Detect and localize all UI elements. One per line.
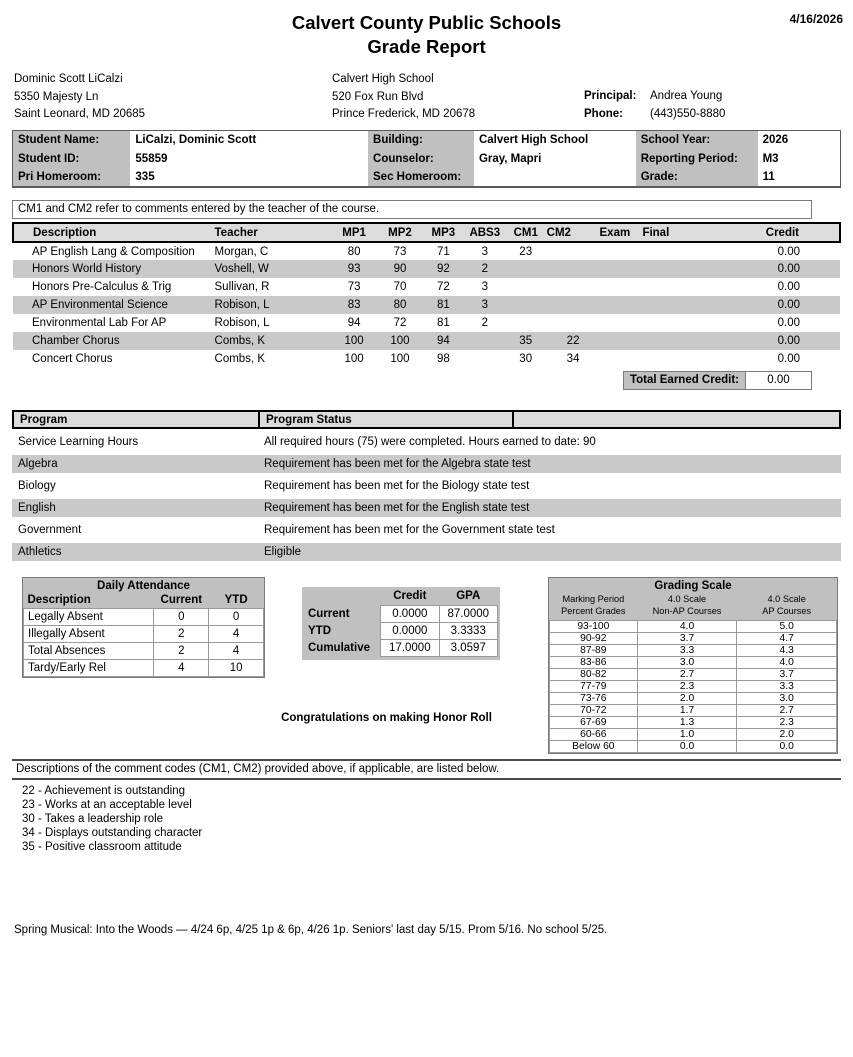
gpa-row-label: Cumulative <box>308 642 370 655</box>
course-teacher: Combs, K <box>201 332 331 350</box>
course-cm2 <box>547 242 600 260</box>
program-name: English <box>12 499 258 517</box>
course-final <box>642 350 739 368</box>
non-ap-value: 2.7 <box>637 669 737 681</box>
course-grades-table <box>12 222 841 368</box>
ap-value: 5.0 <box>737 621 837 633</box>
col-program-blank <box>512 410 841 429</box>
course-description: Environmental Lab For AP <box>32 317 167 330</box>
course-final <box>642 332 739 350</box>
col-cm2: CM2 <box>547 223 600 242</box>
course-exam <box>600 350 643 368</box>
course-cm1: 30 <box>519 353 533 366</box>
total-earned-credit-label: Total Earned Credit: <box>623 371 746 390</box>
student-address-line1: 5350 Majesty Ln <box>14 90 99 103</box>
course-mp3: 98 <box>436 353 450 366</box>
course-teacher: Combs, K <box>214 353 266 366</box>
course-cm2 <box>547 260 600 278</box>
grade-range: 83-86 <box>550 657 638 669</box>
course-final <box>642 278 739 296</box>
attendance-row <box>24 626 264 643</box>
student-address-line2: Saint Leonard, MD 20685 <box>14 107 146 120</box>
course-credit: 0.00 <box>739 296 840 314</box>
program-header-row <box>12 410 841 429</box>
course-mp3: 81 <box>422 296 465 314</box>
course-final <box>642 260 739 278</box>
grade-value: 11 <box>762 171 775 184</box>
principal-label: Principal: <box>584 90 637 103</box>
header-line: 4.0 Scale <box>667 594 707 605</box>
course-cm2 <box>547 314 600 332</box>
cm-note: CM1 and CM2 refer to comments entered by the teacher of the course. <box>12 200 812 219</box>
program-row <box>12 477 841 495</box>
phone-number: (443)550-8880 <box>650 108 726 121</box>
course-row <box>13 332 840 350</box>
grade-range: 73-76 <box>550 693 638 705</box>
grading-scale-row <box>550 645 837 657</box>
course-credit: 0.00 <box>777 353 800 366</box>
course-row <box>13 350 840 368</box>
course-abs3: 3 <box>481 245 488 258</box>
course-description: Concert Chorus <box>32 353 113 366</box>
student-full-name: Dominic Scott LiCalzi <box>14 73 123 86</box>
course-row <box>13 260 840 278</box>
gpa-row <box>304 606 498 623</box>
course-teacher: Robison, L <box>201 296 331 314</box>
school-name: Calvert High School <box>332 73 434 86</box>
ap-value: 4.7 <box>737 633 837 645</box>
gpa-table <box>304 588 498 657</box>
grade-range: 93-100 <box>550 621 638 633</box>
comment-codes-list <box>22 784 841 854</box>
non-ap-value: 2.0 <box>637 693 737 705</box>
course-exam <box>600 278 643 296</box>
course-cm1 <box>505 278 547 296</box>
grading-scale-row <box>550 633 837 645</box>
attendance-ytd: 4 <box>209 626 264 643</box>
non-ap-value: 3.3 <box>637 645 737 657</box>
grade-label: Grade: <box>636 168 758 187</box>
course-mp2: 90 <box>378 260 422 278</box>
attendance-label: Legally Absent <box>24 609 154 626</box>
col-mp2: MP2 <box>378 223 422 242</box>
gpa-column <box>265 577 548 724</box>
grade-range: Below 60 <box>550 741 638 753</box>
gpa-panel <box>302 587 500 660</box>
attendance-label: Tardy/Early Rel <box>24 660 154 677</box>
program-row <box>12 543 841 561</box>
program-name: Algebra <box>12 455 258 473</box>
attendance-label: Illegally Absent <box>24 626 154 643</box>
col-mp3: MP3 <box>422 223 465 242</box>
grading-scale-row <box>550 621 837 633</box>
school-year-label: School Year: <box>636 130 758 149</box>
student-name-label: Student Name: <box>13 130 131 149</box>
course-mp2: 73 <box>393 245 407 258</box>
attendance-row <box>24 609 264 626</box>
course-final <box>642 296 739 314</box>
ap-value: 4.0 <box>737 657 837 669</box>
ap-value: 2.3 <box>737 717 837 729</box>
course-cm1: 35 <box>505 332 547 350</box>
grading-scale-table <box>549 593 837 753</box>
course-abs3: 2 <box>481 317 488 330</box>
col-att-current: Current <box>160 594 203 607</box>
header-line: Marking Period <box>562 594 625 605</box>
header-line: AP Courses <box>762 606 812 617</box>
course-mp1: 100 <box>330 332 378 350</box>
attendance-row <box>24 643 264 660</box>
col-att-description: Description <box>27 594 91 607</box>
report-title: Grade Report <box>367 35 486 57</box>
non-ap-value: 1.3 <box>637 717 737 729</box>
sec-homeroom-value <box>474 168 636 187</box>
program-status-table <box>12 406 841 565</box>
program-name: Service Learning Hours <box>18 436 139 449</box>
course-mp2: 80 <box>378 296 422 314</box>
school-address-block <box>332 71 584 124</box>
course-cm1 <box>505 296 547 314</box>
school-year-value: 2026 <box>762 134 789 147</box>
pri-homeroom-label: Pri Homeroom: <box>13 168 131 187</box>
program-status: Requirement has been met for the English state test <box>258 499 841 517</box>
grading-scale-row <box>550 741 837 753</box>
grading-scale-title: Grading Scale <box>654 580 732 593</box>
comment-codes-section <box>12 759 841 854</box>
ap-value: 3.0 <box>737 693 837 705</box>
program-status: Eligible <box>258 543 841 561</box>
reporting-period-label: Reporting Period: <box>636 149 758 168</box>
course-mp1: 94 <box>347 317 361 330</box>
program-status: Requirement has been met for the Biology state test <box>264 480 530 493</box>
course-description: AP English Lang & Composition <box>32 245 195 258</box>
gpa-row-label: YTD <box>308 625 331 638</box>
ap-value: 3.3 <box>737 681 837 693</box>
course-mp2: 100 <box>378 332 422 350</box>
gpa-header-row <box>304 588 498 606</box>
course-credit: 0.00 <box>777 245 800 258</box>
course-row <box>13 314 840 332</box>
course-teacher: Robison, L <box>214 317 270 330</box>
col-program-status: Program Status <box>258 410 512 429</box>
course-mp3: 92 <box>422 260 465 278</box>
course-teacher: Sullivan, R <box>214 281 270 294</box>
course-row <box>13 242 840 260</box>
attendance-ytd: 10 <box>209 660 264 677</box>
course-mp2: 70 <box>393 281 407 294</box>
col-gpa-gpa: GPA <box>456 590 481 603</box>
ap-value: 4.3 <box>737 645 837 657</box>
grading-scale-header-row <box>550 593 837 620</box>
grading-scale-row <box>550 693 837 705</box>
attendance-label: Total Absences <box>24 643 154 660</box>
course-final <box>642 314 739 332</box>
course-credit: 0.00 <box>739 260 840 278</box>
program-status: All required hours (75) were completed. Hours earned to date: 90 <box>264 436 596 449</box>
page-title <box>0 0 853 58</box>
col-gpa-credit: Credit <box>393 590 427 603</box>
course-credit: 0.00 <box>777 281 800 294</box>
course-final <box>642 242 739 260</box>
course-row <box>13 278 840 296</box>
phone-row <box>584 106 725 124</box>
course-description: Honors Pre-Calculus & Trig <box>32 281 172 294</box>
non-ap-value: 1.7 <box>637 705 737 717</box>
attendance-current: 4 <box>154 660 209 677</box>
gpa-credit-value: 0.0000 <box>381 606 439 623</box>
col-abs3: ABS3 <box>465 223 505 242</box>
course-cm2 <box>547 278 600 296</box>
col-exam: Exam <box>600 223 643 242</box>
attendance-current: 0 <box>154 609 209 626</box>
sec-homeroom-label: Sec Homeroom: <box>368 168 474 187</box>
header-line: Non-AP Courses <box>652 606 722 617</box>
col-mp1: MP1 <box>330 223 378 242</box>
attendance-header-row <box>24 593 264 609</box>
comment-code: 34 - Displays outstanding character <box>22 827 203 840</box>
program-name: Athletics <box>12 543 258 561</box>
grading-scale-row <box>550 705 837 717</box>
col-ap <box>737 593 837 620</box>
header-line: 4.0 Scale <box>767 594 806 605</box>
gpa-row <box>304 623 498 640</box>
student-name-value: LiCalzi, Dominic Scott <box>135 134 257 147</box>
comment-code: 23 - Works at an acceptable level <box>22 799 192 812</box>
student-id-label: Student ID: <box>13 149 131 168</box>
course-mp1: 83 <box>330 296 378 314</box>
header-line: Percent Grades <box>561 606 626 617</box>
course-abs3: 2 <box>465 260 505 278</box>
attendance-current: 2 <box>154 626 209 643</box>
course-abs3: 3 <box>481 281 488 294</box>
district-title: Calvert County Public Schools <box>291 12 562 33</box>
ap-value: 2.0 <box>737 729 837 741</box>
program-row <box>12 499 841 517</box>
col-cm1: CM1 <box>505 223 547 242</box>
grading-scale-row <box>550 717 837 729</box>
course-mp2: 72 <box>393 317 407 330</box>
program-row <box>12 433 841 451</box>
course-cm1: 23 <box>519 245 533 258</box>
attendance-table <box>23 593 264 677</box>
program-row <box>12 455 841 473</box>
grade-range: 87-89 <box>550 645 638 657</box>
building-value: Calvert High School <box>478 134 589 147</box>
counselor-value: Gray, Mapri <box>478 152 542 165</box>
course-mp1: 93 <box>330 260 378 278</box>
course-row <box>13 296 840 314</box>
gpa-gpa-value: 3.0597 <box>439 640 497 657</box>
grading-scale-row <box>550 681 837 693</box>
course-mp2: 100 <box>390 353 410 366</box>
col-credit: Credit <box>739 223 840 242</box>
phone-label: Phone: <box>584 108 623 121</box>
non-ap-value: 3.0 <box>637 657 737 669</box>
ap-value: 3.7 <box>737 669 837 681</box>
student-info-table <box>12 130 841 189</box>
principal-name: Andrea Young <box>650 90 723 103</box>
comment-code: 30 - Takes a leadership role <box>22 813 164 826</box>
daily-attendance-panel <box>22 577 265 678</box>
program-status: Requirement has been met for the Algebra state test <box>258 455 841 473</box>
address-row <box>14 71 841 124</box>
gpa-credit-value: 17.0000 <box>381 640 439 657</box>
col-teacher: Teacher <box>201 223 331 242</box>
col-att-ytd: YTD <box>224 594 248 607</box>
course-description: Chamber Chorus <box>13 332 201 350</box>
gpa-gpa-value: 87.0000 <box>439 606 497 623</box>
course-credit: 0.00 <box>739 332 840 350</box>
grade-range: 67-69 <box>550 717 638 729</box>
grade-range: 77-79 <box>550 681 638 693</box>
course-description: Honors World History <box>13 260 201 278</box>
comment-code: 22 - Achievement is outstanding <box>22 785 186 798</box>
summary-section <box>22 577 838 754</box>
contact-block <box>584 71 725 124</box>
course-teacher: Voshell, W <box>201 260 331 278</box>
course-credit: 0.00 <box>777 317 800 330</box>
school-address-line1: 520 Fox Run Blvd <box>332 90 424 103</box>
comment-code: 35 - Positive classroom attitude <box>22 841 182 854</box>
grade-range: 90-92 <box>550 633 638 645</box>
course-exam <box>600 296 643 314</box>
program-status: Requirement has been met for the Government state test <box>264 524 555 537</box>
total-earned-credit-value: 0.00 <box>746 371 812 390</box>
ap-value: 2.7 <box>737 705 837 717</box>
course-abs3 <box>465 332 505 350</box>
course-abs3: 3 <box>465 296 505 314</box>
course-cm1 <box>505 260 547 278</box>
course-cm1 <box>505 314 547 332</box>
grading-scale-row <box>550 669 837 681</box>
gpa-credit-value: 0.0000 <box>381 623 439 640</box>
non-ap-value: 3.7 <box>637 633 737 645</box>
attendance-row <box>24 660 264 677</box>
principal-row <box>584 88 725 106</box>
course-description: AP Environmental Science <box>13 296 201 314</box>
attendance-title: Daily Attendance <box>97 580 190 593</box>
school-address-line2: Prince Frederick, MD 20678 <box>332 107 476 120</box>
col-program: Program <box>12 410 258 429</box>
grading-scale-row <box>550 657 837 669</box>
course-exam <box>600 314 643 332</box>
grade-range: 70-72 <box>550 705 638 717</box>
reporting-period-value: M3 <box>762 152 779 165</box>
student-info-row <box>13 130 841 149</box>
course-cm2: 22 <box>547 332 600 350</box>
attendance-current: 2 <box>154 643 209 660</box>
report-date: 4/16/2026 <box>789 12 843 26</box>
pri-homeroom-value: 335 <box>135 171 155 184</box>
course-mp1: 73 <box>347 281 361 294</box>
grade-range: 80-82 <box>550 669 638 681</box>
non-ap-value: 0.0 <box>637 741 737 753</box>
gpa-row-label: Current <box>308 608 350 621</box>
course-mp3: 72 <box>436 281 450 294</box>
course-mp3: 94 <box>422 332 465 350</box>
course-mp1: 80 <box>347 245 361 258</box>
program-name: Biology <box>18 480 56 493</box>
comment-codes-intro: Descriptions of the comment codes (CM1, CM2) provided above, if applicable, are listed below. <box>12 759 841 780</box>
course-mp1: 100 <box>344 353 364 366</box>
course-cm2: 34 <box>566 353 580 366</box>
course-teacher: Morgan, C <box>214 245 269 258</box>
program-name: Government <box>18 524 82 537</box>
building-label: Building: <box>368 130 474 149</box>
course-mp3: 81 <box>436 317 450 330</box>
col-gpa-blank <box>304 588 381 606</box>
student-info-row <box>13 168 841 187</box>
announcement-note: Spring Musical: Into the Woods — 4/24 6p, 4/25 1p & 6p, 4/26 1p. Seniors' last day 5/15. Prom 5/16. No school 5/25. <box>14 924 608 936</box>
course-abs3 <box>465 350 505 368</box>
program-row <box>12 521 841 539</box>
col-non-ap <box>637 593 737 620</box>
student-info-row <box>13 149 841 168</box>
col-final: Final <box>642 223 739 242</box>
honor-roll-message: Congratulations on making Honor Roll <box>281 712 492 725</box>
attendance-ytd: 0 <box>209 609 264 626</box>
gpa-row <box>304 640 498 657</box>
course-exam <box>600 242 643 260</box>
grading-scale-panel <box>548 577 838 754</box>
total-earned-credit <box>0 371 812 390</box>
ap-value: 0.0 <box>737 741 837 753</box>
non-ap-value: 4.0 <box>637 621 737 633</box>
grading-scale-row <box>550 729 837 741</box>
col-description: Description <box>13 223 201 242</box>
student-id-value: 55859 <box>135 152 168 165</box>
course-exam <box>600 332 643 350</box>
attendance-ytd: 4 <box>209 643 264 660</box>
student-address-block <box>14 71 332 124</box>
course-mp3: 71 <box>436 245 450 258</box>
course-header-row <box>13 223 840 242</box>
col-percent-grades <box>550 593 638 620</box>
grade-range: 60-66 <box>550 729 638 741</box>
course-cm2 <box>547 296 600 314</box>
non-ap-value: 2.3 <box>637 681 737 693</box>
course-exam <box>600 260 643 278</box>
non-ap-value: 1.0 <box>637 729 737 741</box>
gpa-gpa-value: 3.3333 <box>439 623 497 640</box>
counselor-label: Counselor: <box>368 149 474 168</box>
